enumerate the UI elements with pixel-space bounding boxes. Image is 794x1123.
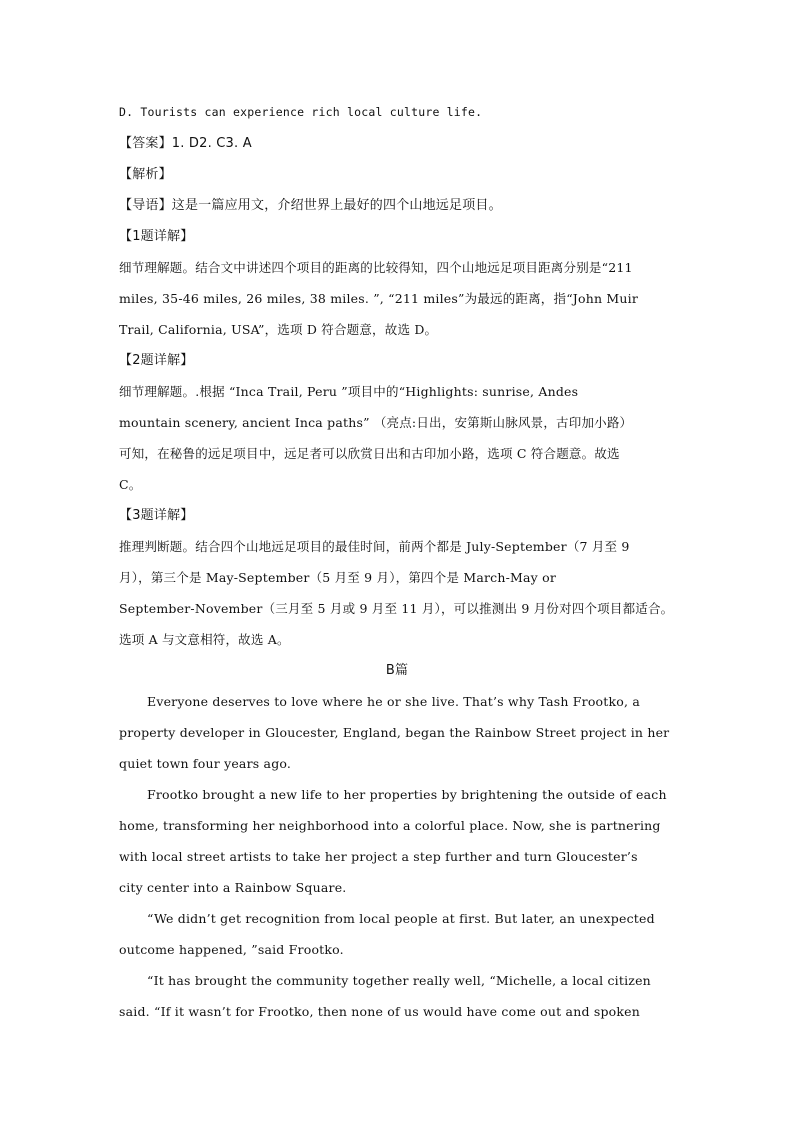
answer-line: 【答案】1. D2. C3. A xyxy=(119,136,252,151)
q1-text-line: Trail, California, USA”，选项 D 符合题意，故选 D。 xyxy=(119,322,438,337)
passage-line: said. “If it wasn’t for Frootko, then none of us would have come out and spoken xyxy=(119,1004,640,1019)
q2-text-line: 细节理解题。.根据 “Inca Trail, Peru ”项目中的“Highlights: sunrise, Andes xyxy=(119,384,579,399)
passage-line: with local street artists to take her project a step further and turn Gloucester’s xyxy=(119,849,638,864)
passage-line: property developer in Gloucester, England, began the Rainbow Street project in her xyxy=(119,725,670,740)
passage-line: quiet town four years ago. xyxy=(119,756,292,771)
passage-line: Frootko brought a new life to her properties by brightening the outside of each xyxy=(147,787,667,802)
q2-text-line: 可知，在秘鲁的远足项目中，远足者可以欣赏日出和古印加小路，选项 C 符合题意。故选 xyxy=(119,446,620,461)
passage-line: home, transforming her neighborhood into a colorful place. Now, she is partnering xyxy=(119,818,661,833)
q3-text-line: 推理判断题。结合四个山地远足项目的最佳时间，前两个都是 July-September（7 月至 9 xyxy=(119,539,630,554)
q2-heading: 【2题详解】 xyxy=(119,353,194,368)
q3-text-line: 月），第三个是 May-September（5 月至 9 月），第四个是 March-May or xyxy=(119,570,557,585)
q3-heading: 【3题详解】 xyxy=(119,508,194,523)
passage-line: “It has brought the community together really well, “Michelle, a local citizen xyxy=(147,973,651,988)
passage-line: outcome happened, ”said Frootko. xyxy=(119,942,344,957)
document-page xyxy=(119,97,675,1027)
q2-text-line: C。 xyxy=(119,477,142,492)
passage-line: Everyone deserves to love where he or she live. That’s why Tash Frootko, a xyxy=(147,694,640,709)
q1-text-line: 细节理解题。结合文中讲述四个项目的距离的比较得知，四个山地远足项目距离分别是“211 xyxy=(119,260,633,275)
analysis-heading: 【解析】 xyxy=(119,167,172,182)
intro-line: 【导语】这是一篇应用文，介绍世界上最好的四个山地远足项目。 xyxy=(119,198,502,213)
q3-text-line: September-November（三月至 5 月或 9 月至 11 月），可以推测出 9 月份对四个项目都适合。 xyxy=(119,601,674,616)
q2-text-line: mountain scenery, ancient Inca paths” （亮点:日出，安第斯山脉风景，古印加小路） xyxy=(119,415,633,430)
option-d-line: D. Tourists can experience rich local culture life. xyxy=(119,105,483,119)
section-b-title: B篇 xyxy=(385,663,409,678)
q1-text-line: miles, 35-46 miles, 26 miles, 38 miles. ”, “211 miles”为最远的距离，指“John Muir xyxy=(119,291,639,306)
passage-line: city center into a Rainbow Square. xyxy=(119,880,347,895)
q3-text-line: 选项 A 与文意相符，故选 A。 xyxy=(119,632,290,647)
q1-heading: 【1题详解】 xyxy=(119,229,194,244)
passage-line: “We didn’t get recognition from local people at first. But later, an unexpected xyxy=(147,911,655,926)
